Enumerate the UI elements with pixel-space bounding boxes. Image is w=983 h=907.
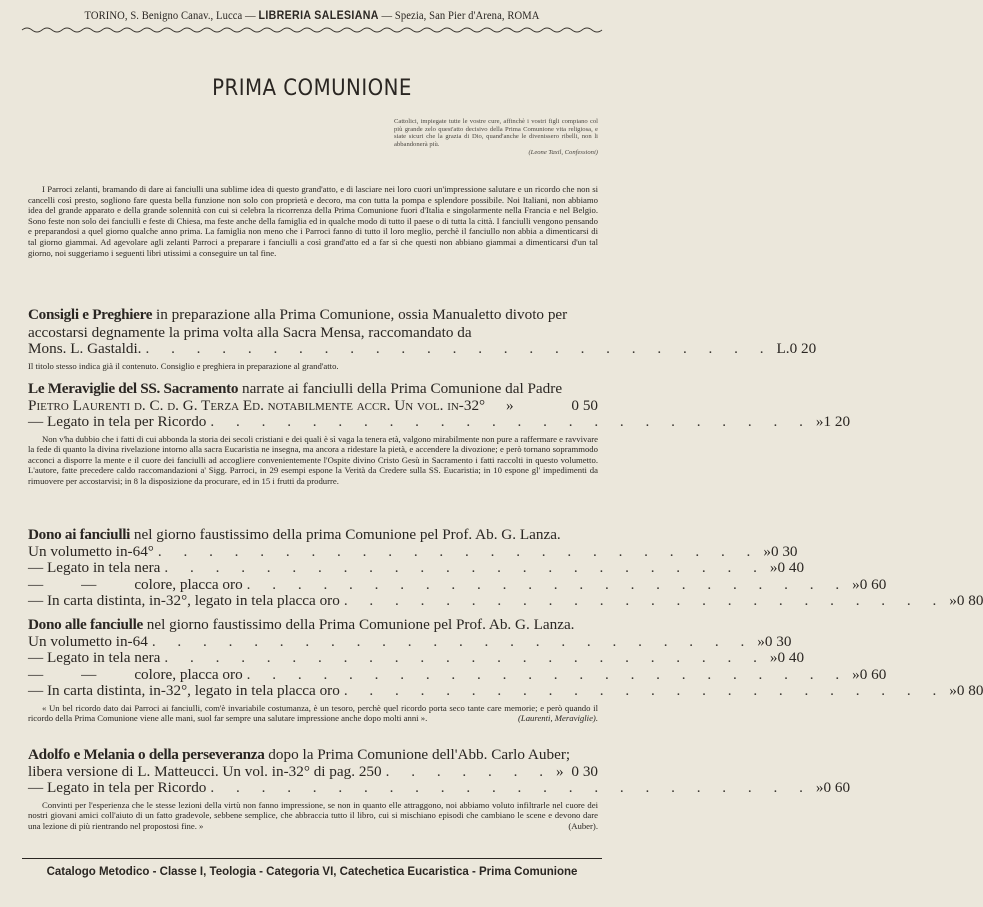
price-line-label: — Legato in tela per Ricordo (28, 779, 207, 796)
entry-title (28, 616, 598, 634)
price-line-label: — In carta distinta, in-32°, legato in tela placca oro (28, 682, 340, 699)
entry-title (28, 380, 598, 398)
entry-title-rest: dopo la Prima Comunione dell'Abb. Carlo Auber; (264, 746, 571, 763)
price-line (28, 413, 851, 431)
price-line-label: Un volumetto in-64 (28, 632, 148, 650)
epigraph-attribution: (Leone Taxil, Confessioni) (528, 148, 598, 156)
currency-mark: » (815, 413, 824, 430)
entry-dono-fanciulli (28, 526, 983, 610)
currency-mark: » (815, 779, 824, 796)
price-line-label: — — colore, placca oro (28, 575, 243, 593)
price: 0 80 (956, 592, 983, 609)
entry-note (28, 703, 598, 724)
price: 0 50 (571, 396, 598, 414)
leader-dots: . . . . . . . . . . . . . . . . . . . . . . . . (246, 665, 849, 683)
price: 0 40 (777, 559, 805, 576)
entry-title (28, 306, 598, 341)
entry-title-bold: Le Meraviglie del SS. Sacramento (28, 380, 239, 397)
price-line (28, 340, 817, 358)
entry-note (28, 800, 598, 832)
price-line-label: Mons. L. Gastaldi. (28, 340, 142, 357)
currency-mark: » (763, 542, 771, 560)
price-line (28, 779, 851, 797)
leader-dots: . . . . . . . . . . . . . . . . . . . . . . . . (343, 682, 946, 699)
price-line-label: — Legato in tela per Ricordo (28, 413, 207, 430)
price: 0 20 (789, 340, 817, 357)
price: 0 60 (859, 575, 887, 593)
publisher-header (45, 10, 579, 22)
currency-mark: » (555, 762, 564, 780)
entry-title-bold: Dono ai fanciulli (28, 526, 131, 543)
entry-note-text: « Un bel ricordo dato dai Parroci ai fanciulli, com'è invariabile costumanza, è un tesoro, perchè quel ricordo porta seco tante care memorie; e però quando il ricordo della Prima Comunione viene alle mani, suol far sempre una salutare impressione anche dopo molti anni ». (28, 702, 598, 724)
currency-mark: » (949, 592, 957, 609)
leader-dots: . . . . . . . . . . . . . . . . . . . . . . . . (246, 575, 849, 593)
footer-rule (22, 858, 602, 859)
price: 0 60 (823, 779, 851, 796)
entry-note: Il titolo stesso indica già il contenuto. Consiglio e preghiera in preparazione al grand'atto. (28, 360, 339, 371)
price-line (28, 592, 983, 610)
entry-note-attribution: (Auber). (568, 820, 598, 831)
leader-dots: . . . . . . . . . . . . . . . . . . . . . . . . (210, 779, 812, 796)
entry-adolfo-melania (28, 746, 851, 831)
price: 0 60 (859, 665, 887, 683)
currency-mark: » (852, 575, 860, 593)
price-line (28, 575, 887, 594)
currency-mark: » (852, 665, 860, 683)
epigraph-text: Cattolici, impiegate tutte le vostre cure, affinchè i vostri figli compiano col più grande zelo quest'atto decisivo della Prima Comunione vita religiosa, e siate sicuri che la grazia di Dio, quand'anche le divenissero ribelli, non li abbandonerà più. (394, 118, 598, 149)
leader-dots: . . . . . . . . . . . . . . . . . . . . . . . . (164, 649, 766, 666)
entry-title-rest: nel giorno faustissimo della prima Comunione pel Prof. Ab. G. Lanza. (130, 526, 561, 543)
leader-dots: . . . . . . . . . . . . . . . . . . . . . . . . (164, 559, 766, 576)
price-line-label: — Legato in tela nera (28, 649, 161, 666)
currency-mark: L. (776, 340, 790, 357)
entry-consigli (28, 306, 817, 371)
entry-meraviglie (28, 380, 851, 486)
currency-mark: » (769, 559, 778, 576)
currency-mark: » (769, 649, 778, 666)
price-line-label: Pietro Laurenti d. C. d. G. Terza Ed. notabilmente accr. Un vol. in-32° (28, 396, 486, 414)
price-line-label: libera versione di L. Matteucci. Un vol. in-32° di pag. 250 (28, 762, 382, 780)
leader-dots: . . . . . . . . . . . . . . . . . . . . . . . . (151, 632, 754, 650)
leader-dots: . . . . . . . . . . . . . . . . . . . . . . . . (157, 542, 760, 560)
leader-dots: . . . . . . . . . . . . . . . . . . . . . . . . . (145, 340, 773, 357)
price-line (28, 632, 792, 651)
price: 0 30 (770, 542, 798, 560)
header-right: — Spezia, San Pier d'Arena, ROMA (381, 10, 540, 22)
price-line (28, 398, 598, 415)
entry-title-rest: nel giorno faustissimo della Prima Comunione pel Prof. Ab. G. Lanza. (142, 616, 575, 633)
price-line (28, 542, 798, 561)
page-title: PRIMA COMUNIONE (212, 76, 412, 101)
currency-mark: » (757, 632, 765, 650)
header-center: LIBRERIA SALESIANA (258, 10, 379, 22)
entry-title-bold: Dono alle fanciulle (28, 616, 143, 633)
price-line-label: — In carta distinta, in-32°, legato in tela placca oro (28, 592, 340, 609)
price-line-label: — Legato in tela nera (28, 559, 161, 576)
price-line (28, 665, 887, 684)
entry-dono-fanciulle (28, 616, 983, 724)
price: 0 30 (571, 762, 598, 780)
entry-note-attribution: (Laurenti, Meraviglie). (517, 713, 598, 724)
currency-mark: » (506, 396, 514, 414)
header-left: TORINO, S. Benigno Canav., Lucca — (84, 10, 256, 22)
leader-dots: . . . . . . . (385, 762, 552, 780)
entry-note-text: Convinti per l'esperienza che le stesse lezioni della virtù non fanno impressione, se non in quanto elle attraggono, noi abbiamo voluto infiltrarle nel cuore dei nostri giovani amici coll'aiuto di un fatto gradevole, sebbene semplice, che abbraccia tutto il libro, cui si mischiano episodi che cambiano le scene e devono dare una lezione di più rientrando nel propostosi fine. » (28, 799, 598, 831)
currency-mark: » (949, 682, 957, 699)
price-line-label: — — colore, placca oro (28, 665, 243, 683)
price: 1 20 (823, 413, 851, 430)
price: 0 40 (777, 649, 805, 666)
price-line-label: Un volumetto in-64° (28, 542, 154, 560)
leader-dots: . . . . . . . . . . . . . . . . . . . . . . . . (343, 592, 946, 609)
entry-title-bold: Consigli e Preghiere (28, 306, 153, 323)
header-wavy-rule (22, 26, 602, 34)
epigraph (394, 118, 598, 157)
price-line (28, 559, 805, 577)
entry-title (28, 746, 598, 764)
entry-title (28, 526, 598, 544)
price-line (28, 649, 805, 667)
catalog-footer: Catalogo Metodico - Classe I, Teologia - Categoria VI, Catechetica Eucaristica - Prima Comunione (46, 866, 578, 878)
entry-title-bold: Adolfo e Melania o della perseveranza (28, 746, 265, 763)
leader-dots: . . . . . . . . . . . . . . . . . . . . . . . . (210, 413, 812, 430)
intro-paragraph: I Parroci zelanti, bramando di dare ai fanciulli una sublime idea di questo grand'atto, e di lasciare nei loro cuori un'impressione salutare e un ricordo che non si cancelli così presto, sogliono fare questa bella funzione non solo con proprietà e decoro, ma con tutta la pompa e splendore possibile. Noi Italiani, non abbiamo idea del grande apparato e della grande solennità con cui si celebra la ricorrenza della Prima Comunione fuori d'Italia e singolarmente nella Francia e nel Belgio. Sono feste non solo dei fanciulli e feste di Chiesa, ma feste anche della famiglia ed in qualche modo di tutto il paese o di tutta la città. I fanciulli vengono pensando e preparandosi a quel giorno qualche anno prima. La famiglia non meno che i Parroci fanno di tutto il loro meglio, perchè il fanciullo non abbia a dimenticarsi di tal giorno giammai. Ad agevolare agli zelanti Parroci a preparare i fanciulli a così grand'atto ed a far sì che questi non abbiano giammai a dimenticarsi d'un tal giorno, noi suggeriamo i seguenti libri utissimi a conseguire un tal fine. (28, 184, 598, 258)
price: 0 80 (956, 682, 983, 699)
price-line (28, 764, 598, 781)
entry-title-rest: narrate ai fanciulli della Prima Comunione dal Padre (238, 380, 563, 397)
price: 0 30 (764, 632, 792, 650)
entry-note: Non v'ha dubbio che i fatti di cui abbonda la storia dei secoli cristiani e dei quali è sì vaga la tenera età, valgono mirabilmente non pure a raffermare e ravvivare la fede di quanto la divina rivelazione intorno alla sacra Eucaristia ne insegna, ma ancora a ridestare la pietà, e accendere la divozione; e però tornano soprammodo acconci a disporre la mente e il cuore dei fanciulli ad accogliere convenientemente l'Ospite divino Cristo Gesù in Sacramento i fatti raccolti in questo volumetto. L'autore, fatte precedere caldo raccomandazioni a' Sigg. Parroci, in 29 esempi espone la Verità da Credere sulla SS. Eucaristia; in 10 espone gl' impedimenti da rimuovere per accostarvisi; in 8 la disposizione da procurare, ed in 15 i frutti da produrre. (28, 433, 598, 486)
entry-title-rest: in preparazione alla Prima Comunione, ossia Manualetto divoto per accostarsi degnamente la prima volta alla Sacra Mensa, raccomandato da (28, 306, 568, 341)
price-line (28, 682, 983, 700)
